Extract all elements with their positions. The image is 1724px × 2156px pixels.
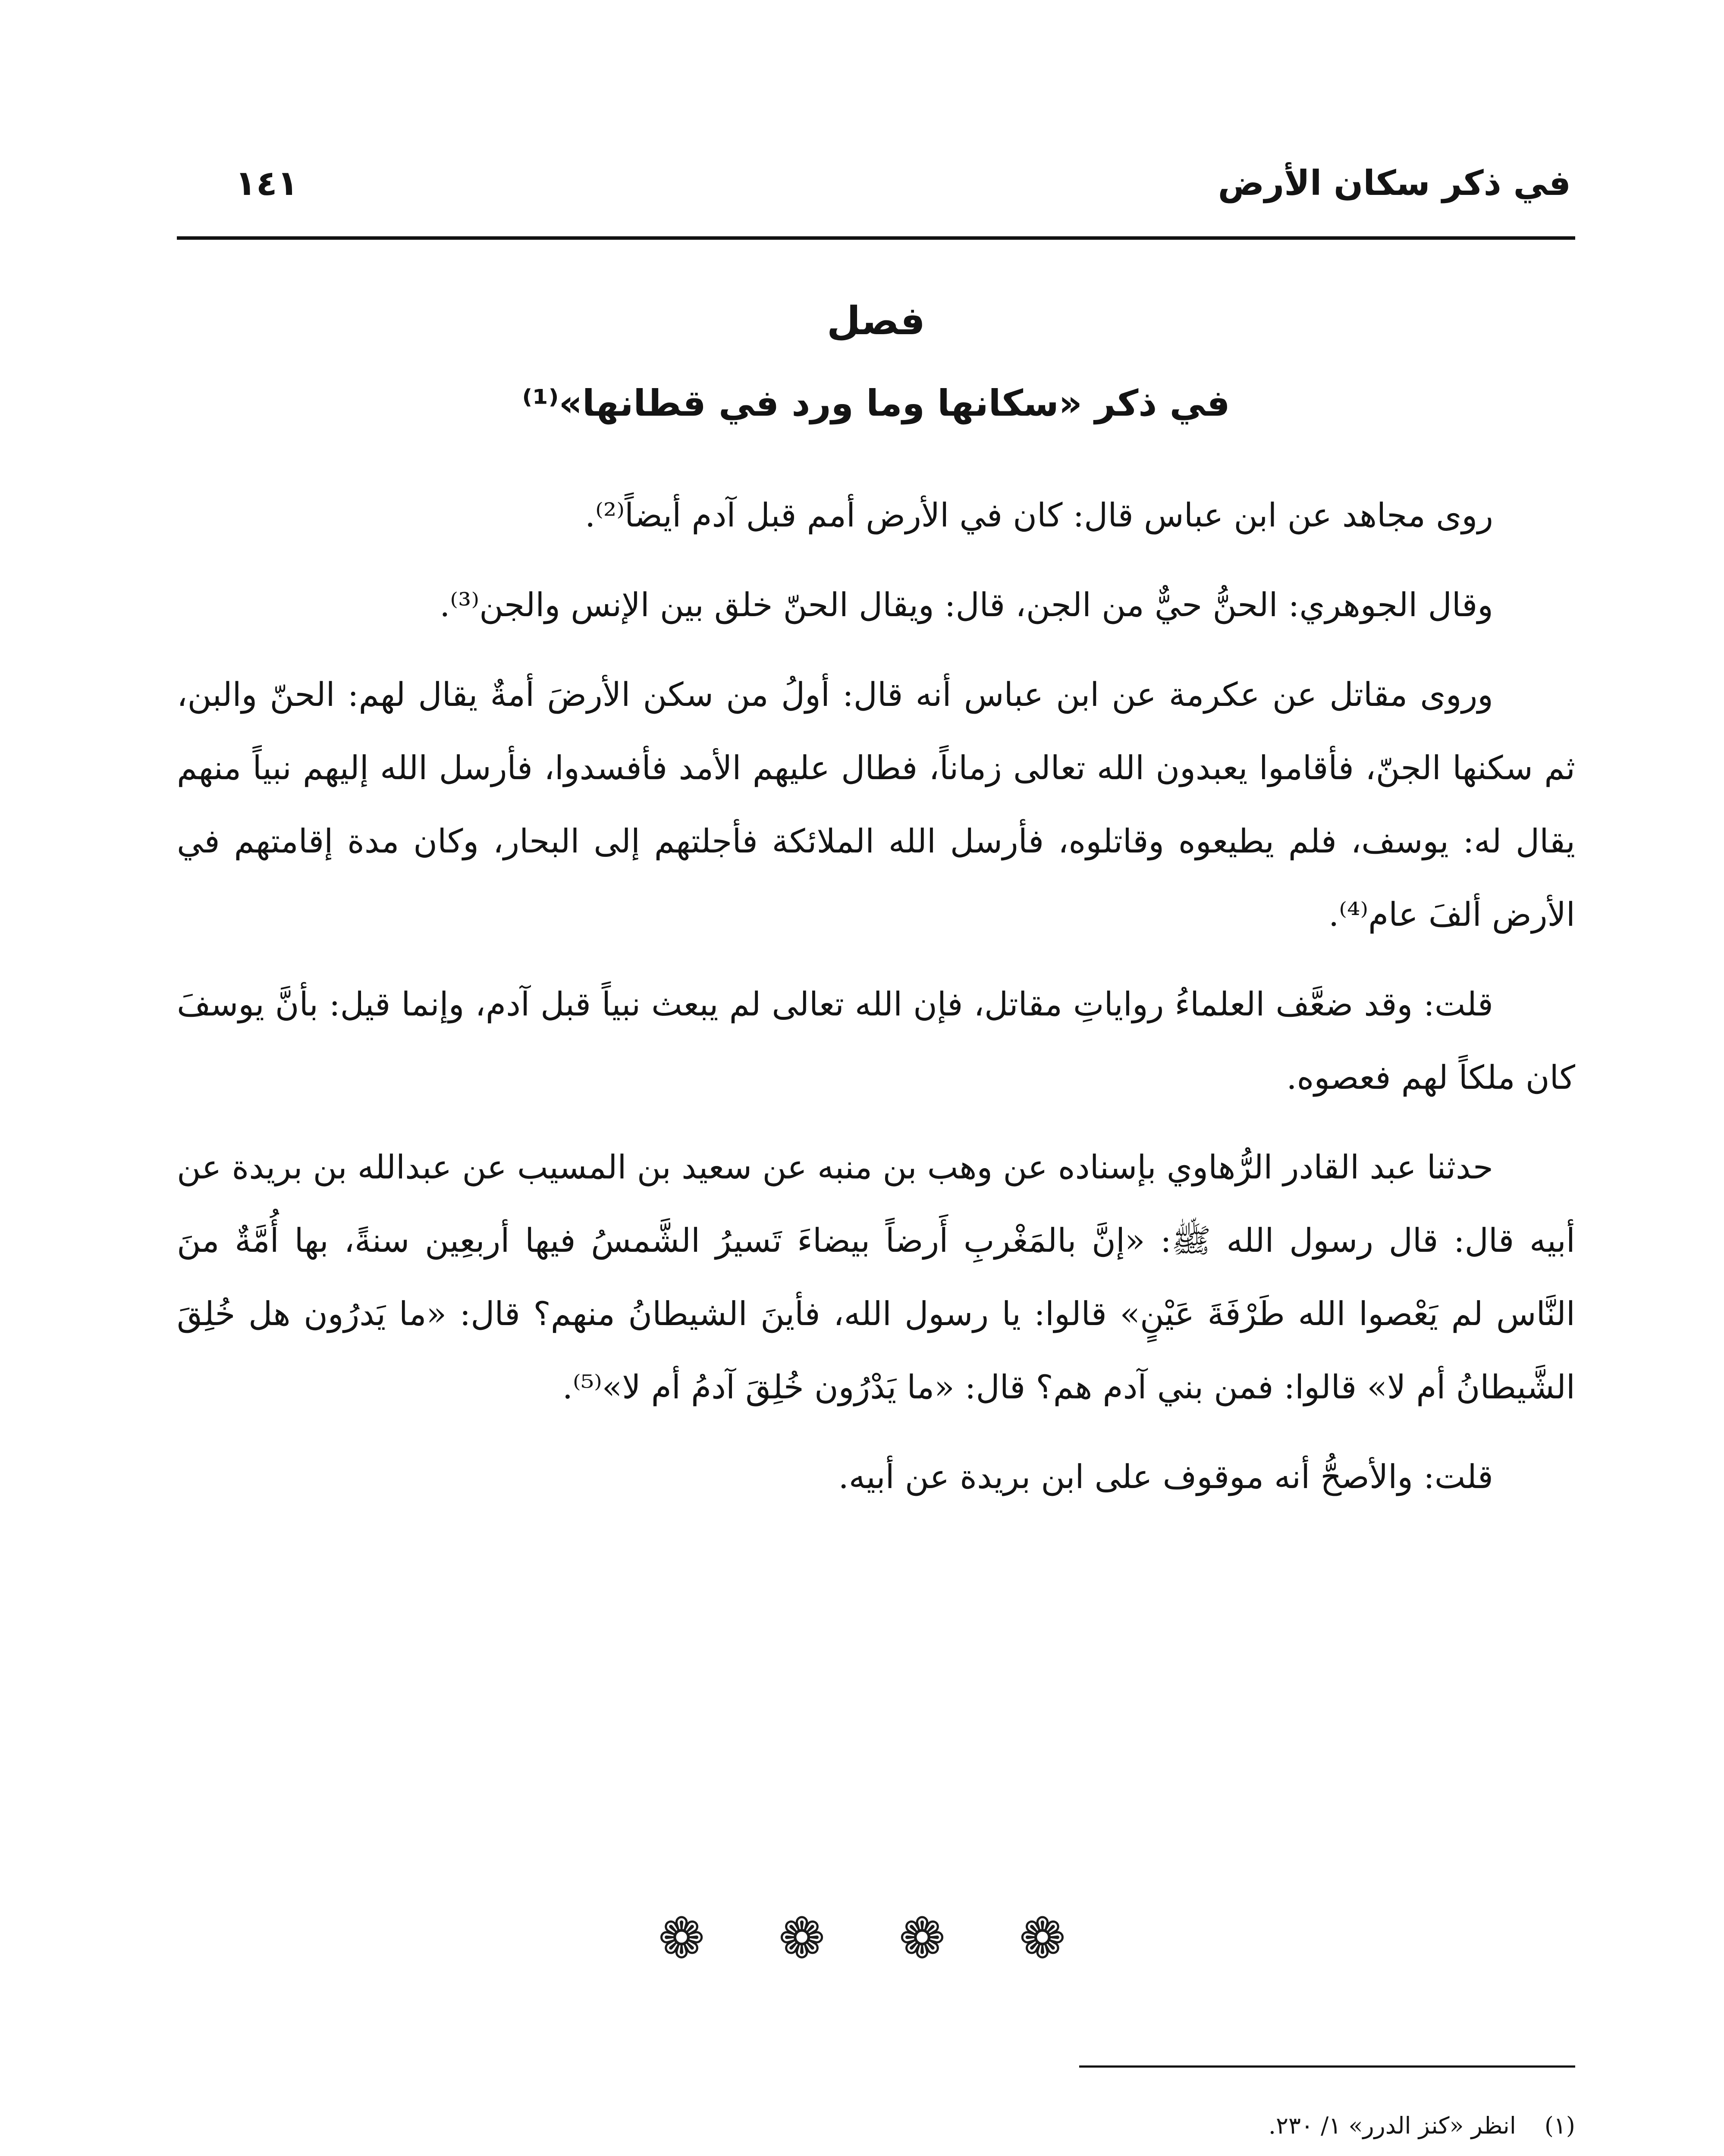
flower-ornament-icon: ❁ [778,1905,826,1971]
page-number: ١٤١ [235,163,298,203]
section-heading: فصل [827,298,925,344]
body-text [177,479,1575,1530]
flower-ornament-icon: ❁ [898,1905,946,1971]
section-end-ornaments [0,1906,1724,1971]
footnote-number: (١) [1544,2112,1575,2139]
footnotes [177,2100,1575,2156]
flower-ornament-icon: ❁ [658,1905,705,1971]
paragraph: روى مجاهد عن ابن عباس قال: كان في الأرض أمم قبل آدم أيضاً⁽²⁾. [585,496,1493,534]
running-title: في ذكر سكان الأرض [1218,163,1571,203]
paragraph: وروى مقاتل عن عكرمة عن ابن عباس أنه قال: أولُ من سكن الأرضَ أمةٌ يقال لهم: الحنّ والبن، ثم سكنها الجنّ، فأقاموا يعبدون الله تعالى زماناً، فطال عليهم الأمد فأفسدوا، فأرسل الله إليهم نبياً منهم يقال له: يوسف، فلم يطيعوه وقاتلوه، فأرسل الله الملائكة فأجلتهم إلى البحار، وكان مدة إقامتهم في الأرض ألفَ عام⁽⁴⁾. [177,675,1575,934]
footnote-text: انظر «كنز الدرر» ١/ ٢٣٠. [1268,2112,1516,2139]
footnote-number [1523,2152,1575,2156]
paragraph: وقال الجوهري: الحنُّ حيٌّ من الجن، قال: ويقال الحنّ خلق بين الإنس والجن⁽³⁾. [440,586,1493,624]
footnote [177,2100,1575,2152]
section-subheading: في ذكر «سكانها وما ورد في قطانها»⁽¹⁾ [522,382,1230,424]
paragraph: حدثنا عبد القادر الرُّهاوي بإسناده عن وهب بن منبه عن سعيد بن المسيب عن عبدالله بن بريدة عن أبيه قال: قال رسول الله ﷺ: «إنَّ بالمَغْربِ أَرضاً بيضاءَ تَسيرُ الشَّمسُ فيها أربعِين سنةً، بها أُمَّةٌ منَ النَّاس لم يَعْصوا الله طَرْفَةَ عَيْنٍ» قالوا: يا رسول الله، فأينَ الشيطانُ منهم؟ قال: «ما يَدرُون هل خُلِقَ الشَّيطانُ أم لا» قالوا: فمن بني آدم هم؟ قال: «ما يَدْرُون خُلِقَ آدمُ أم لا»⁽⁵⁾. [177,1148,1575,1406]
footnote [177,2152,1575,2156]
footnote-rule [1079,2065,1575,2068]
paragraph: قلت: وقد ضعَّف العلماءُ رواياتِ مقاتل، فإن الله تعالى لم يبعث نبياً قبل آدم، وإنما قيل: بأنَّ يوسفَ كان ملكاً لهم فعصوه. [177,985,1575,1097]
flower-ornament-icon: ❁ [1019,1905,1066,1971]
header-rule [177,236,1575,240]
paragraph: قلت: والأصحُّ أنه موقوف على ابن بريدة عن أبيه. [838,1457,1493,1496]
